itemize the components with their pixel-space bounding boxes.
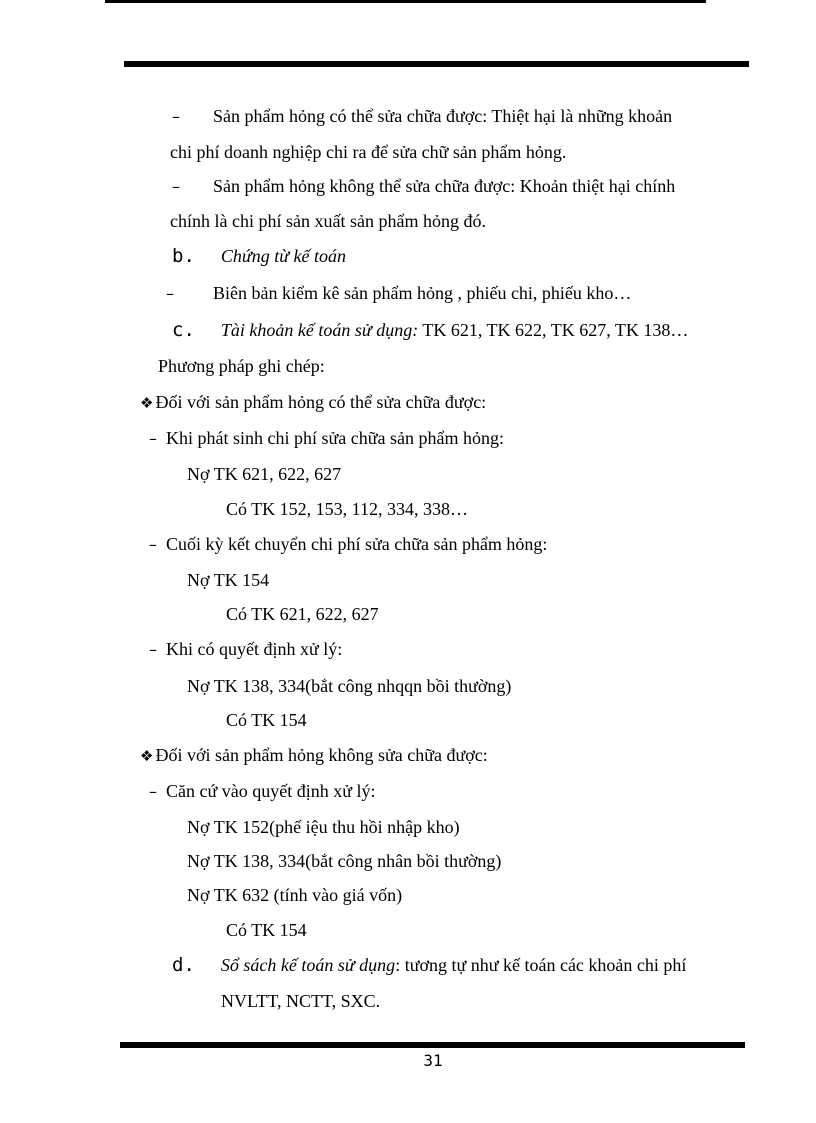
- text-line: [172, 175, 675, 198]
- paragraph-text: Khi phát sinh chi phí sửa chữa sản phẩm hỏng:: [166, 428, 504, 448]
- section-title: Sổ sách kế toán sử dụng: [220, 955, 396, 975]
- journal-debit: Nợ TK 138, 334(bắt công nhân bồi thường): [187, 851, 502, 871]
- text-line: [170, 141, 566, 163]
- section-title: Chứng từ kế toán: [220, 246, 347, 266]
- section-letter: b.: [172, 245, 195, 267]
- page-number: 31: [423, 1051, 443, 1070]
- dash-marker: –: [172, 107, 180, 126]
- journal-debit: Nợ TK 632 (tính vào giá vốn): [187, 885, 403, 905]
- diamond-bullet-icon: ❖: [140, 747, 154, 765]
- text-line: [172, 105, 672, 128]
- text-line: [149, 780, 375, 803]
- text-line: [170, 210, 486, 232]
- text-line: [158, 355, 325, 377]
- dash-marker: –: [166, 284, 174, 303]
- bullet-heading: [140, 391, 486, 414]
- paragraph-text: chính là chi phí sản xuất sản phẩm hỏng đó.: [170, 211, 486, 231]
- text-line: [149, 533, 547, 556]
- paragraph-text: Đối với sản phẩm hỏng có thể sửa chữa được:: [155, 392, 487, 412]
- journal-credit: Có TK 154: [226, 710, 307, 730]
- dash-marker: –: [149, 782, 157, 801]
- dash-marker: –: [172, 177, 180, 196]
- paragraph-text: Biên bản kiểm kê sản phẩm hỏng , phiếu chi, phiếu kho…: [213, 283, 632, 303]
- dash-marker: –: [149, 535, 157, 554]
- diamond-bullet-icon: ❖: [140, 394, 154, 412]
- paragraph-text: Căn cứ vào quyết định xử lý:: [166, 781, 376, 801]
- paragraph-text: chi phí doanh nghiệp chi ra để sửa chữ sản phẩm hỏng.: [170, 142, 567, 162]
- paragraph-text: Phương pháp ghi chép:: [158, 356, 325, 376]
- dash-marker: –: [149, 429, 157, 448]
- header-rule: [124, 61, 749, 67]
- section-title: Tài khoản kế toán sử dụng:: [220, 320, 419, 340]
- paragraph-text: Sản phẩm hỏng có thể sửa chữa được: Thiệt hại là những khoản: [213, 106, 673, 126]
- text-line: [221, 990, 380, 1012]
- text-line: [149, 427, 504, 450]
- paragraph-text: NVLTT, NCTT, SXC.: [221, 991, 381, 1011]
- section-letter: d.: [172, 954, 195, 976]
- journal-debit: Nợ TK 138, 334(bắt công nhqqn bồi thường): [187, 676, 512, 696]
- journal-credit: Có TK 621, 622, 627: [226, 604, 379, 624]
- paragraph-text: : tương tự như kế toán các khoản chi phí: [395, 955, 687, 975]
- footer-rule: [120, 1042, 745, 1048]
- paragraph-text: TK 621, TK 622, TK 627, TK 138…: [418, 320, 689, 340]
- journal-credit: Có TK 152, 153, 112, 334, 338…: [226, 499, 469, 519]
- dash-marker: –: [149, 640, 157, 659]
- paragraph-text: Cuối kỳ kết chuyển chi phí sửa chữa sản phẩm hỏng:: [166, 534, 548, 554]
- text-line: [166, 282, 631, 305]
- section-heading: [172, 954, 686, 976]
- paragraph-text: Khi có quyết định xử lý:: [166, 639, 343, 659]
- journal-debit: Nợ TK 621, 622, 627: [187, 464, 342, 484]
- text-line: [149, 638, 342, 661]
- section-letter: c.: [172, 319, 195, 341]
- header-rule-top: [105, 0, 706, 3]
- journal-debit: Nợ TK 154: [187, 570, 270, 590]
- section-heading: [172, 245, 346, 267]
- paragraph-text: Sản phẩm hỏng không thể sửa chữa được: Khoản thiệt hại chính: [213, 176, 676, 196]
- section-heading: [172, 319, 688, 341]
- paragraph-text: Đối với sản phẩm hỏng không sửa chữa được:: [155, 745, 488, 765]
- journal-credit: Có TK 154: [226, 920, 307, 940]
- journal-debit: Nợ TK 152(phế iệu thu hồi nhập kho): [187, 817, 460, 837]
- bullet-heading: [140, 744, 488, 767]
